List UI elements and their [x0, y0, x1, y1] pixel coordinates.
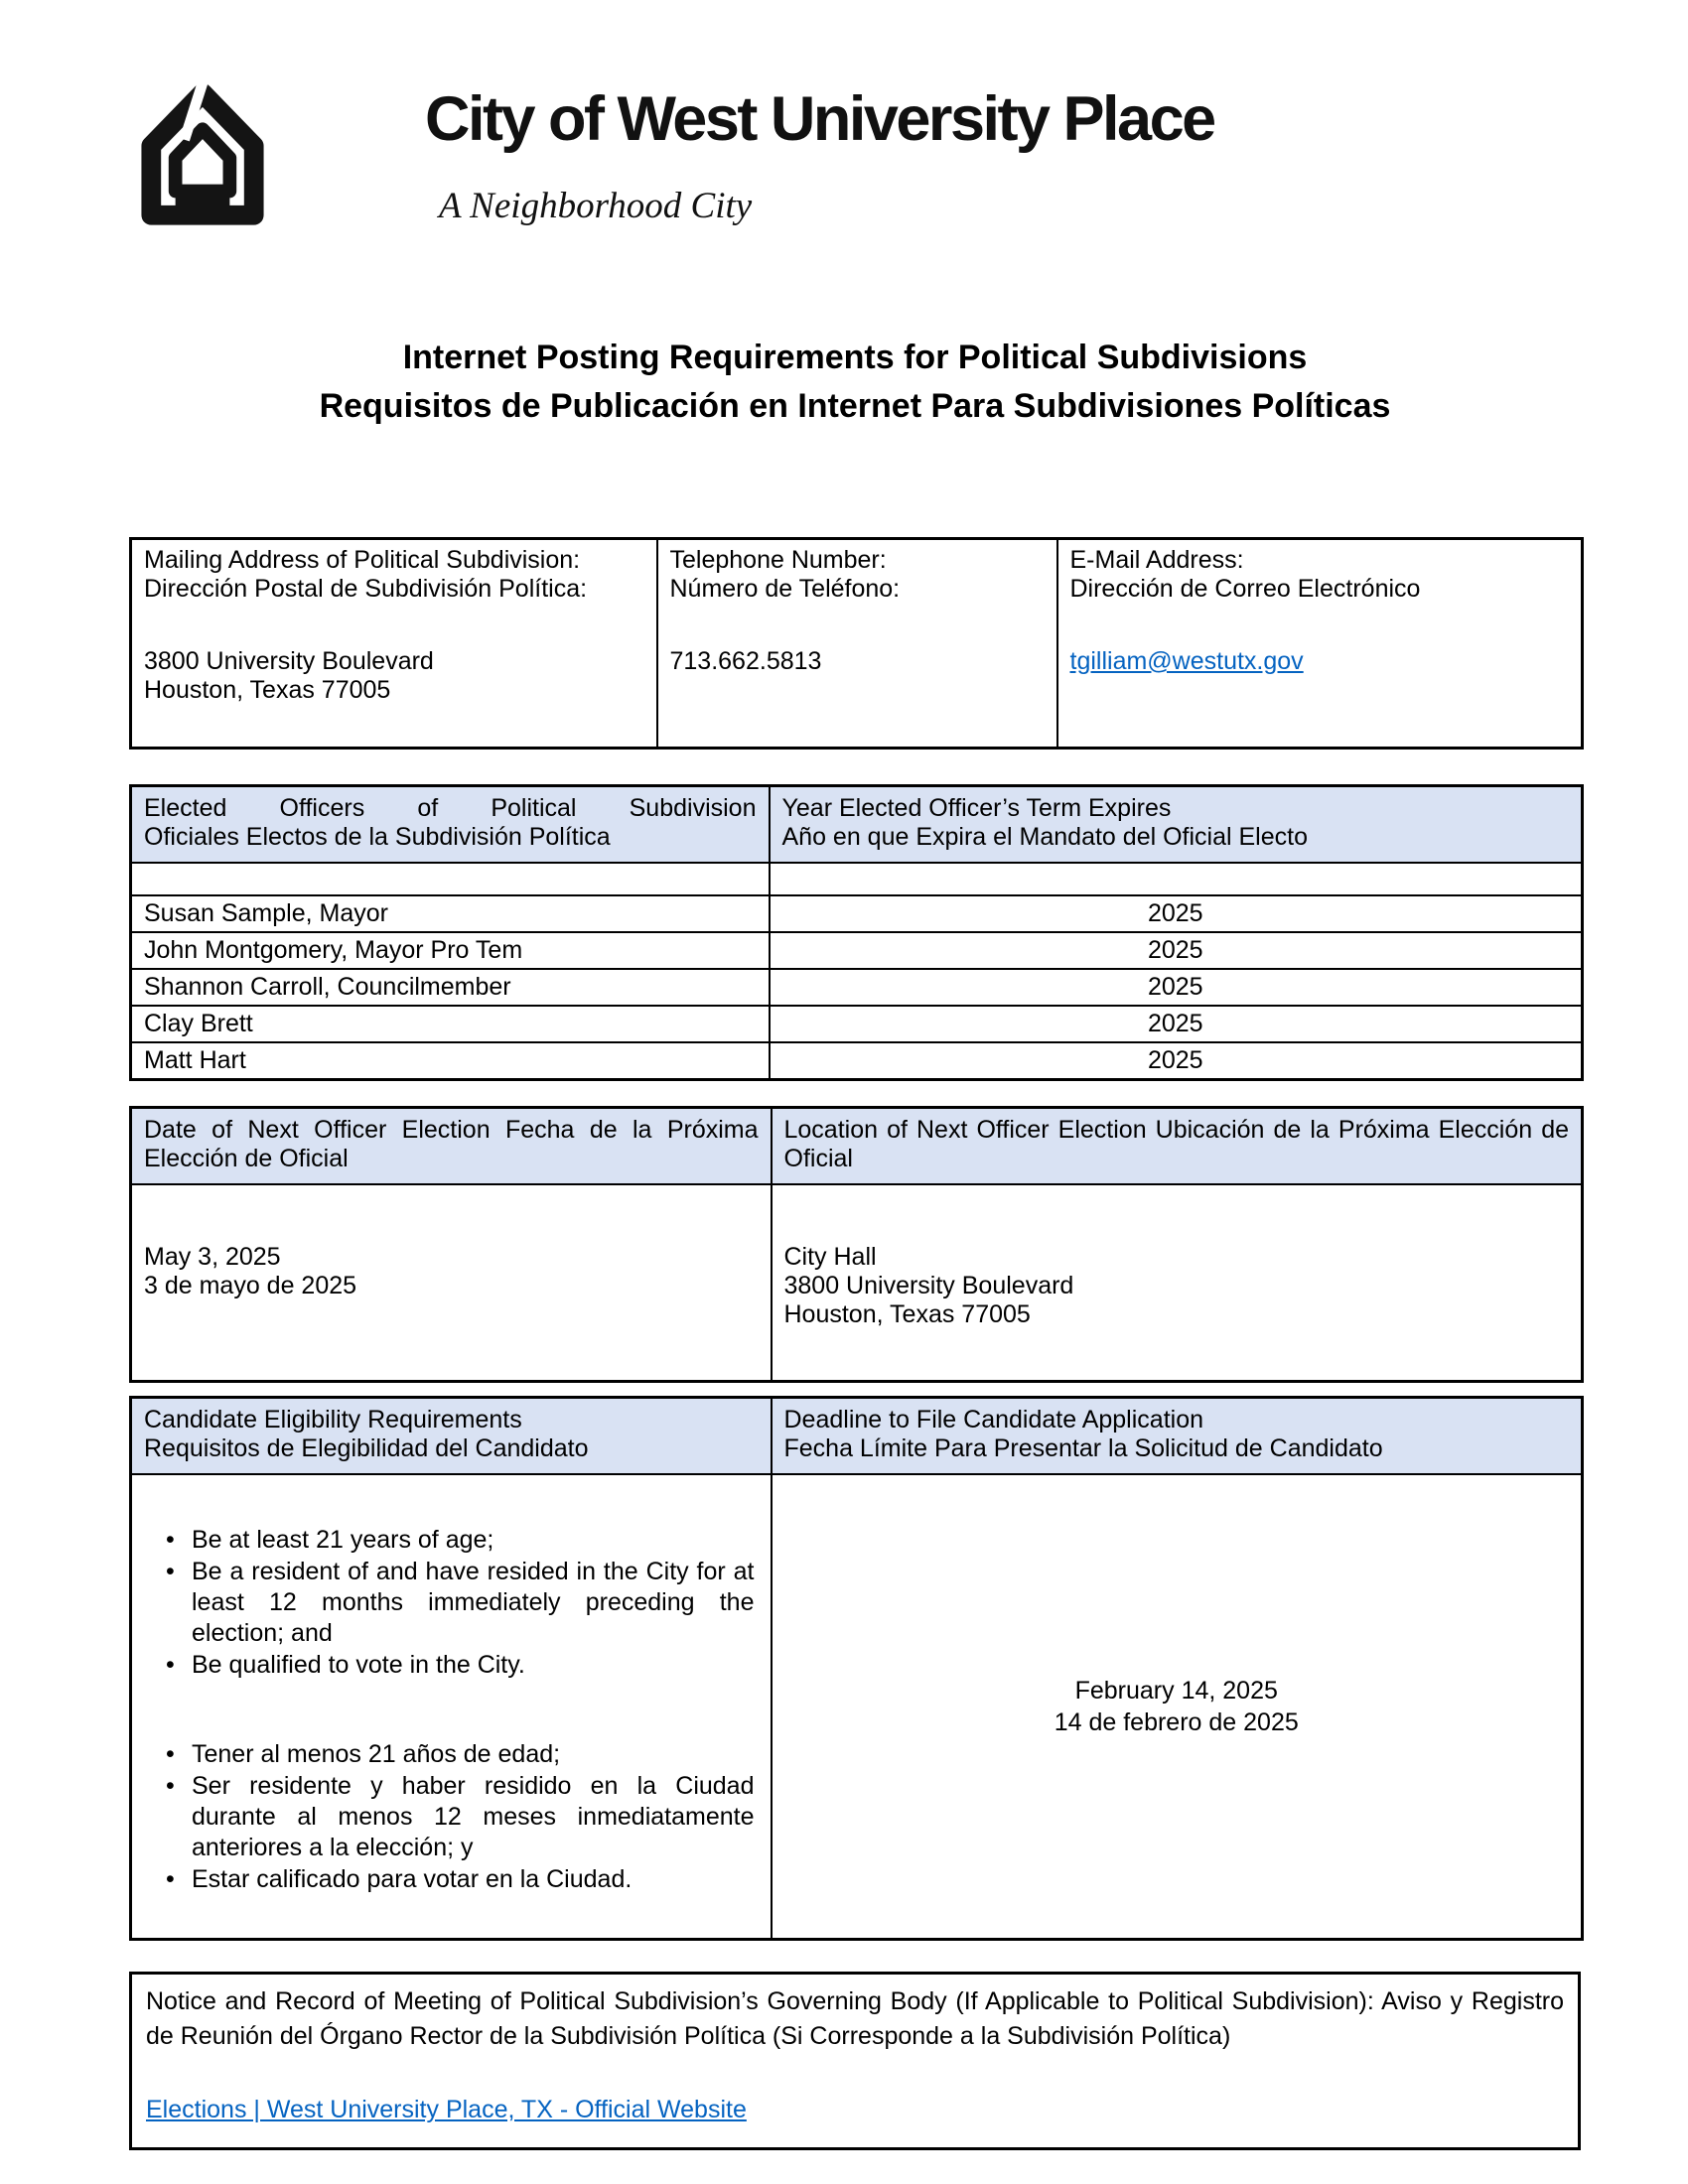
email-label-es: Dirección de Correo Electrónico	[1069, 575, 1421, 603]
elected-officers-table	[129, 784, 1584, 1081]
mailing-address-line1: 3800 University Boulevard	[144, 647, 434, 675]
document-title-line1: Internet Posting Requirements for Political Subdivisions	[402, 339, 1308, 376]
filing-deadline-cell	[772, 1474, 1583, 1940]
officers-header-es: Oficiales Electos de la Subdivisión Política	[144, 823, 611, 851]
contact-info-table	[129, 537, 1584, 750]
eligibility-bullet-en: • Be qualified to vote in the City.	[152, 1650, 755, 1681]
election-date-es: 3 de mayo de 2025	[144, 1271, 357, 1299]
eligibility-header-es: Requisitos de Elegibilidad del Candidato	[144, 1434, 589, 1462]
election-location-header-cell: Location of Next Officer Election Ubicación de la Próxima Elección de Oficial	[772, 1108, 1583, 1184]
deadline-header-es: Fecha Límite Para Presentar la Solicitud de Candidato	[783, 1434, 1383, 1462]
email-label-en: E-Mail Address:	[1069, 546, 1244, 574]
officer-term-year: 2025	[770, 932, 1583, 969]
deadline-header-en: Deadline to File Candidate Application	[783, 1406, 1203, 1433]
officer-row	[131, 895, 1583, 932]
telephone-label-es: Número de Teléfono:	[669, 575, 901, 603]
eligibility-bullet-en: • Be at least 21 years of age;	[152, 1525, 755, 1556]
email-link[interactable]: tgilliam@westutx.gov	[1069, 647, 1304, 675]
officer-row	[131, 1042, 1583, 1080]
officer-name: Matt Hart	[131, 1042, 770, 1080]
mailing-address-cell	[131, 539, 657, 749]
telephone-cell	[657, 539, 1057, 749]
officers-empty-row	[131, 863, 1583, 895]
election-location-cell	[772, 1184, 1583, 1382]
eligibility-bullet-en: • Be a resident of and have resided in the City for at least 12 months immediately preceding the election; and	[152, 1557, 755, 1649]
election-date-en: May 3, 2025	[144, 1242, 281, 1271]
officer-row	[131, 1006, 1583, 1042]
officers-header-en: Elected Officers of Political Subdivision	[144, 794, 757, 822]
term-year-header-cell	[770, 786, 1583, 863]
election-location-line2: 3800 University Boulevard	[783, 1271, 1074, 1299]
eligibility-requirements-cell	[131, 1474, 772, 1940]
telephone-label-en: Telephone Number:	[669, 546, 887, 574]
officer-row	[131, 932, 1583, 969]
meeting-notice-table	[129, 1972, 1581, 2150]
city-house-logo-icon	[127, 69, 278, 240]
election-location-line1: City Hall	[783, 1242, 877, 1271]
term-year-header-es: Año en que Expira el Mandato del Oficial Electo	[781, 823, 1308, 851]
officer-name: Clay Brett	[131, 1006, 770, 1042]
officer-term-year: 2025	[770, 1042, 1583, 1080]
filing-deadline-en: February 14, 2025	[1074, 1676, 1278, 1705]
email-cell	[1057, 539, 1583, 749]
eligibility-bullet-es: • Tener al menos 21 años de edad;	[152, 1739, 755, 1770]
eligibility-bullet-es: • Ser residente y haber residido en la Ciudad durante al menos 12 meses inmediatamente anteriores a la elección; y	[152, 1771, 755, 1863]
mailing-address-label-en: Mailing Address of Political Subdivision:	[144, 546, 581, 574]
telephone-value: 713.662.5813	[669, 647, 822, 675]
term-year-header-en: Year Elected Officer’s Term Expires	[781, 794, 1172, 822]
candidate-eligibility-table	[129, 1396, 1584, 1941]
officer-name: Shannon Carroll, Councilmember	[131, 969, 770, 1006]
filing-deadline-es: 14 de febrero de 2025	[1054, 1707, 1299, 1736]
eligibility-bullet-es: • Estar calificado para votar en la Ciudad.	[152, 1864, 755, 1895]
officer-term-year: 2025	[770, 1006, 1583, 1042]
eligibility-header-cell	[131, 1398, 772, 1474]
officer-name: Susan Sample, Mayor	[131, 895, 770, 932]
election-date-header-cell: Date of Next Officer Election Fecha de la Próxima Elección de Oficial	[131, 1108, 772, 1184]
meeting-notice-text: Notice and Record of Meeting of Political Subdivision’s Governing Body (If Applicable to Political Subdivision): Aviso y Registro de Reunión del Órgano Rector de la Subdivisión Política (Si Corresponde a la Subdivisión Política)	[146, 1987, 1564, 2050]
officer-term-year: 2025	[770, 895, 1583, 932]
document-title-line2: Requisitos de Publicación en Internet Para Subdivisiones Políticas	[319, 387, 1391, 425]
officer-row	[131, 969, 1583, 1006]
organization-tagline: A Neighborhood City	[439, 186, 753, 226]
officers-header-cell	[131, 786, 770, 863]
mailing-address-label-es: Dirección Postal de Subdivisión Política:	[144, 575, 588, 603]
elections-website-link[interactable]: Elections | West University Place, TX - Official Website	[146, 2096, 747, 2123]
organization-name: City of West University Place	[425, 84, 1214, 154]
election-location-line3: Houston, Texas 77005	[783, 1299, 1031, 1328]
officer-name: John Montgomery, Mayor Pro Tem	[131, 932, 770, 969]
eligibility-header-en: Candidate Eligibility Requirements	[144, 1406, 522, 1433]
mailing-address-line2: Houston, Texas 77005	[144, 676, 391, 704]
next-election-table	[129, 1106, 1584, 1383]
deadline-header-cell	[772, 1398, 1583, 1474]
meeting-notice-cell	[131, 1974, 1580, 2149]
document-title	[129, 334, 1581, 431]
officer-term-year: 2025	[770, 969, 1583, 1006]
election-date-cell	[131, 1184, 772, 1382]
